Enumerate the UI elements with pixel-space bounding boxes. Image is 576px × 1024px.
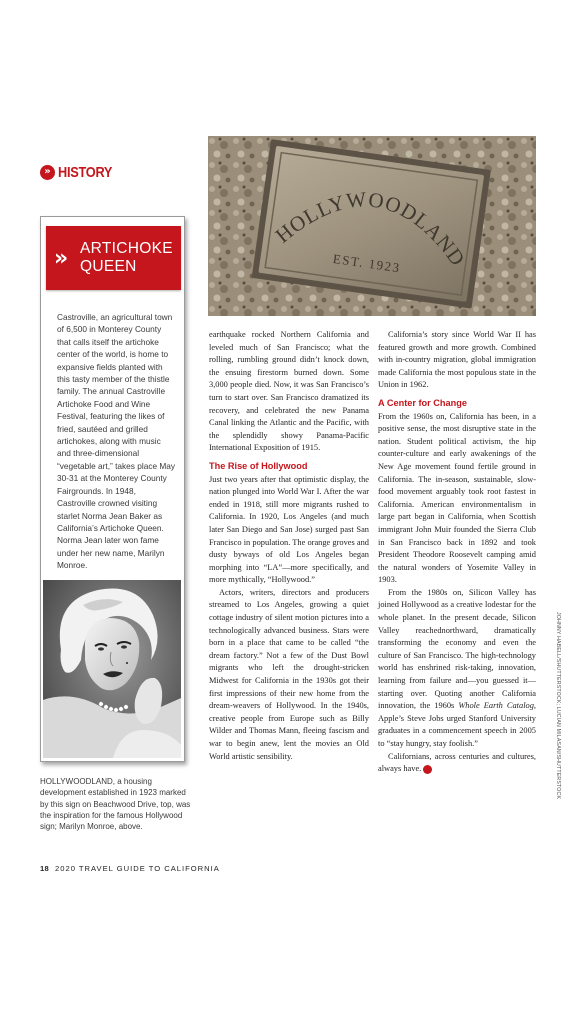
- paragraph: [378, 587, 536, 751]
- photo-credit-text: JOHNNY HABELL/SHUTTERSTOCK; LUCIAN MILASAN/SHUTTERSTOCK: [555, 612, 561, 800]
- marilyn-monroe-photo: [43, 580, 181, 758]
- page-number: 18: [40, 864, 50, 873]
- plaque-date: EST. 1923: [331, 250, 402, 276]
- portrait-illustration: [43, 580, 181, 758]
- paragraph: Just two years after that optimistic display, the nation plunged into World War I. After the war ended in 1918, still more migrants rushed to California. In 1920, Los Angeles (and much later San Diego and San Jose) surged past San Francisco in population. The orange groves and dusty byways of old Los Angeles began morphing into “LA”—more specifically, and more mythically, “Hollywood.”: [209, 474, 369, 585]
- paragraph: earthquake rocked Northern California and leveled much of San Francisco; what the rolling, rumbling ground didn’t knock down, the ensuing firestorm burned down. Some 3,000 people died. Now, it was San Francisco’s turn to start over. San Francisco dramatized its recovery, and celebrated the new Panama Canal linking the Atlantic and the Pacific, with the splendidly showy Panama-Pacific International Exposition of 1915.: [209, 330, 369, 453]
- paragraph: California’s story since World War II has featured growth and more growth. Combined with in-country migration, global immigration made California the most populous state in the Union in 1962.: [378, 330, 536, 390]
- hollywoodland-sign-photo: [208, 136, 536, 316]
- paragraph-text: Californians, across centuries and cultures, always have.: [378, 751, 536, 774]
- plaque-arc-text: HOLLYWOODLAND: [270, 186, 471, 271]
- page-footer: [40, 864, 220, 873]
- sidebar-title-tab: [46, 226, 181, 290]
- paragraph: [378, 751, 536, 776]
- sidebar-title-line2: QUEEN: [80, 258, 137, 275]
- article-column-middle: [209, 329, 369, 763]
- paragraph-text: From the 1980s on, Silicon Valley has joined Hollywood as a creative lodestar for the whole planet. In the present decade, Silicon Valley reachednorthward, dramatically transforming the economy and even the culture of San Francisco. The high-technology world has enshrined risk-taking, innovation, learning from failure and—you guessed it—starting over. Quoting another California innovation, the 1960s: [378, 587, 536, 711]
- sidebar-title: [80, 240, 173, 276]
- paragraph-text: , Apple’s Steve Jobs urged Stanford University graduates in a commencement speech in 2005 to “stay hungry, stay foolish.”: [378, 701, 536, 748]
- italic-title: Whole Earth Catalog: [458, 701, 534, 711]
- photo-caption: HOLLYWOODLAND, a housing development established in 1923 marked by this sign on Beachwood Drive, top, was the inspiration for the famous Hollywood sign; Marilyn Monroe, above.: [40, 777, 191, 832]
- photo-credit: [553, 612, 563, 868]
- section-label: HISTORY: [58, 163, 113, 181]
- sidebar-title-line1: ARTICHOKE: [80, 240, 173, 257]
- double-chevron-icon: »: [54, 245, 69, 271]
- sign-illustration: [208, 136, 536, 316]
- article-column-right: [378, 329, 536, 776]
- subheading-rise-of-hollywood: The Rise of Hollywood: [209, 460, 308, 471]
- paragraph: Actors, writers, directors and producers streamed to Los Angeles, growing a quiet cottage industry of silent motion pictures into a technologically advanced business. Stars were born in a place that came to be called “the dream factory.” Not a few of the Dust Bowl migrants who left the drought-stricken Midwest for California in the 1930s got their first impressions of their new home from the dream-weavers of Hollywood. In the 1940s, creative people from Europe such as Billy Wilder and Thomas Mann, fleeing fascism and war to begin anew, lent the movies an Old World artistic sensibility.: [209, 587, 369, 761]
- paragraph: From the 1960s on, California has been, in a positive sense, the most disruptive state in the nation. Student political activism, the hip counter-culture and early awakenings of the New Age movement found fertile ground in California. The in-season, sustainable, slow-food movement arguably took root fastest in California. American environmentalism in large part began in California, when Scottish immigrant John Muir founded the Sierra Club in San Francisco back in 1892 and took President Theodore Roosevelt camping amid the natural wonders of Yosemite Valley in 1903.: [378, 411, 536, 585]
- subheading-center-for-change: A Center for Change: [378, 397, 467, 408]
- double-chevron-icon: »: [40, 165, 55, 180]
- section-header: [40, 163, 122, 181]
- ca-end-mark-icon: CA: [423, 765, 432, 774]
- publication-title: 2020 TRAVEL GUIDE TO CALIFORNIA: [55, 864, 220, 873]
- sidebar-text: Castroville, an agricultural town of 6,500 in Monterey County that calls itself the artichoke center of the world, is home to expansive fields planted with this tasty member of the thistle family. The annual Castroville Artichoke Food and Wine Festival, featuring the likes of fried, sautéed and grilled artichokes, along with music and three-dimensional “vegetable art,” takes place May 30-31 at the Monterey County Fairgrounds. In 1948, Castroville crowned visiting starlet Norma Jean Baker as California’s Artichoke Queen. Norma Jean later won fame under her new name, Marilyn Monroe.: [57, 312, 176, 571]
